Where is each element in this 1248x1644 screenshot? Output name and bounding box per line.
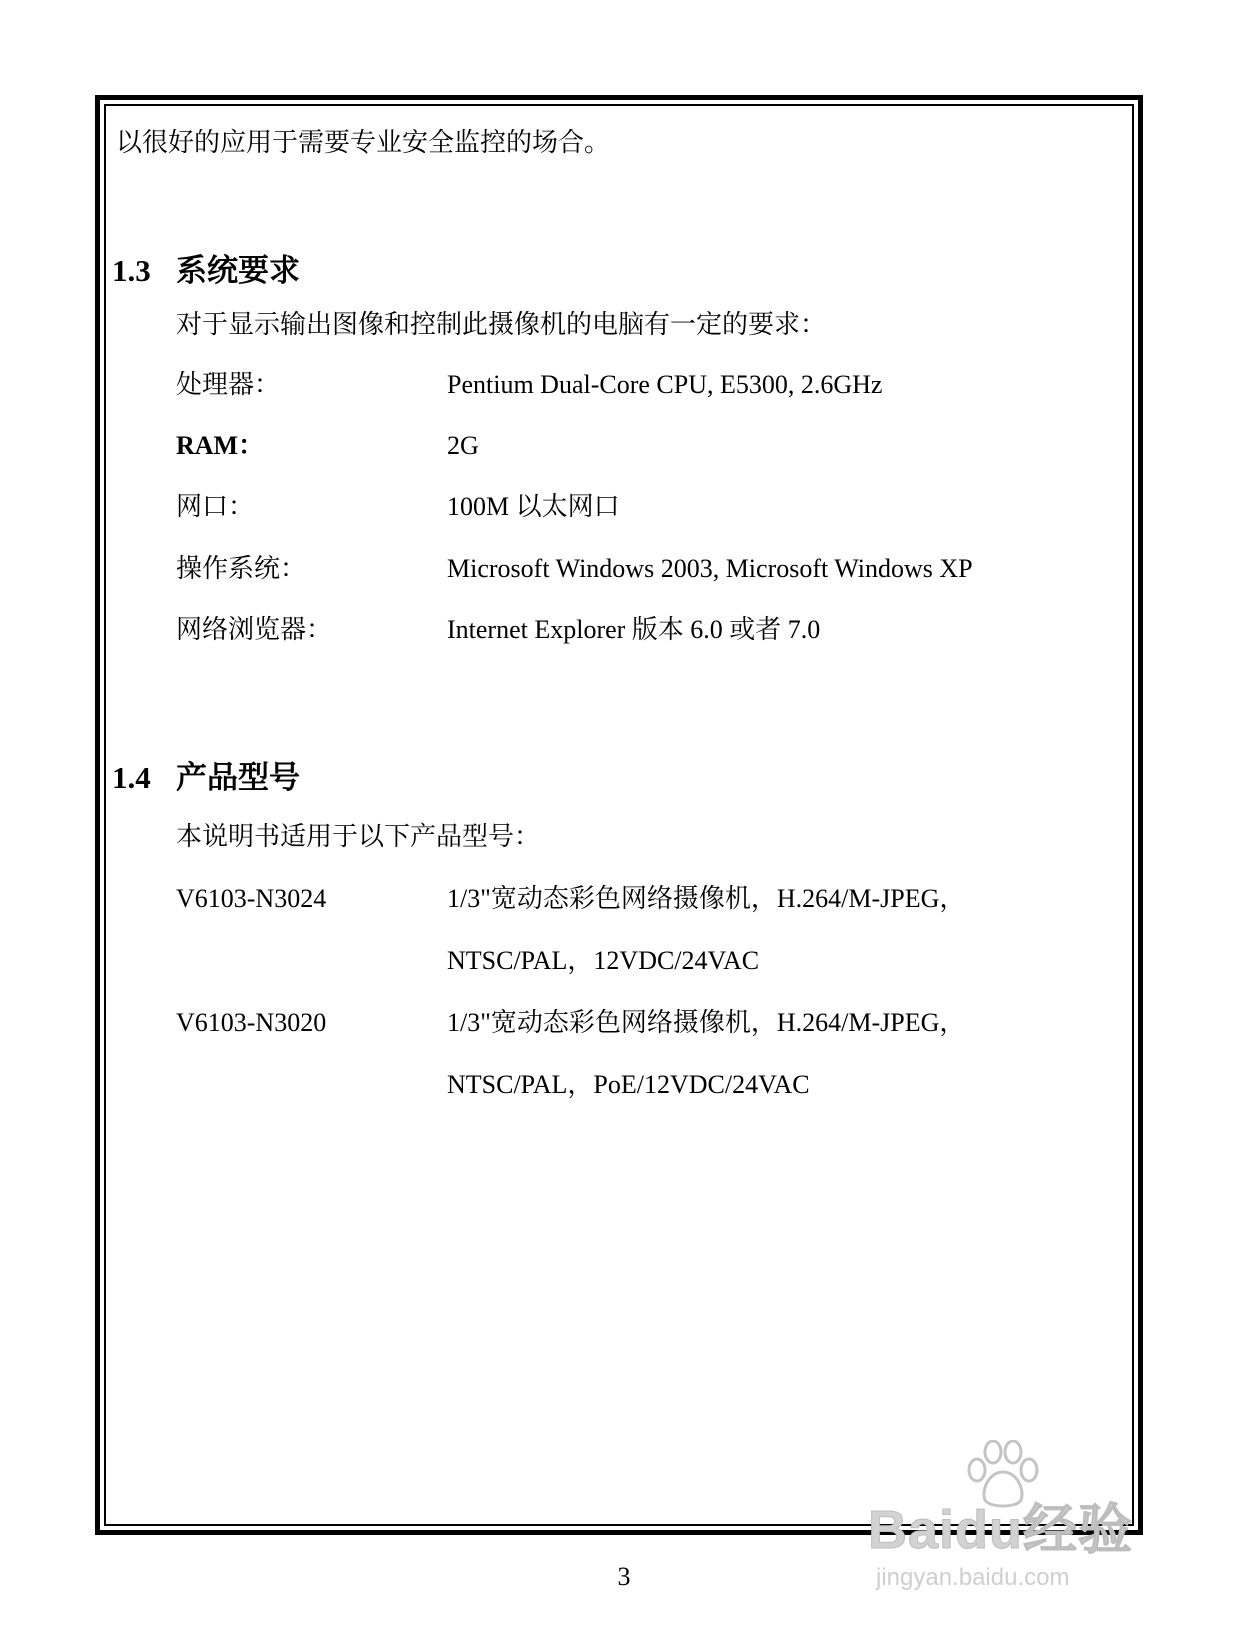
model-number: V6103-N3024 — [176, 884, 327, 913]
section-number: 1.3 — [112, 253, 151, 288]
model-description-line-2: NTSC/PAL，PoE/12VDC/24VAC — [447, 1070, 810, 1099]
section-title: 产品型号 — [176, 760, 300, 795]
model-description-line-2: NTSC/PAL，12VDC/24VAC — [447, 946, 760, 975]
system-requirements-intro: 对于显示输出图像和控制此摄像机的电脑有一定的要求： — [176, 310, 827, 339]
model-number: V6103-N3020 — [176, 1008, 327, 1037]
section-heading-1-3 — [112, 253, 300, 289]
requirement-value-os: Microsoft Windows 2003, Microsoft Windows XP — [447, 554, 973, 583]
requirement-label-cpu: 处理器： — [176, 370, 281, 399]
requirement-label-ram: RAM： — [176, 431, 265, 460]
page-number: 3 — [617, 1562, 631, 1591]
product-models-intro: 本说明书适用于以下产品型号： — [176, 822, 541, 851]
requirement-value-ram: 2G — [447, 431, 479, 460]
requirement-value-cpu: Pentium Dual-Core CPU, E5300, 2.6GHz — [447, 370, 883, 399]
watermark-url: jingyan.baidu.com — [876, 1564, 1070, 1591]
section-heading-1-4 — [112, 760, 300, 796]
requirement-value-network: 100M 以太网口 — [447, 492, 620, 521]
requirement-label-browser: 网络浏览器： — [176, 615, 333, 644]
model-description-line-1: 1/3"宽动态彩色网络摄像机，H.264/M-JPEG， — [447, 1008, 966, 1037]
requirement-value-browser: Internet Explorer 版本 6.0 或者 7.0 — [447, 615, 821, 644]
requirement-label-os: 操作系统： — [176, 554, 307, 583]
intro-line: 以很好的应用于需要专业安全监控的场合。 — [116, 128, 611, 157]
model-description-line-1: 1/3"宽动态彩色网络摄像机，H.264/M-JPEG， — [447, 884, 966, 913]
section-title: 系统要求 — [176, 253, 300, 288]
requirement-label-network: 网口： — [176, 492, 255, 521]
watermark-brand: Baidu经验 — [868, 1500, 1134, 1560]
section-number: 1.4 — [112, 760, 151, 795]
